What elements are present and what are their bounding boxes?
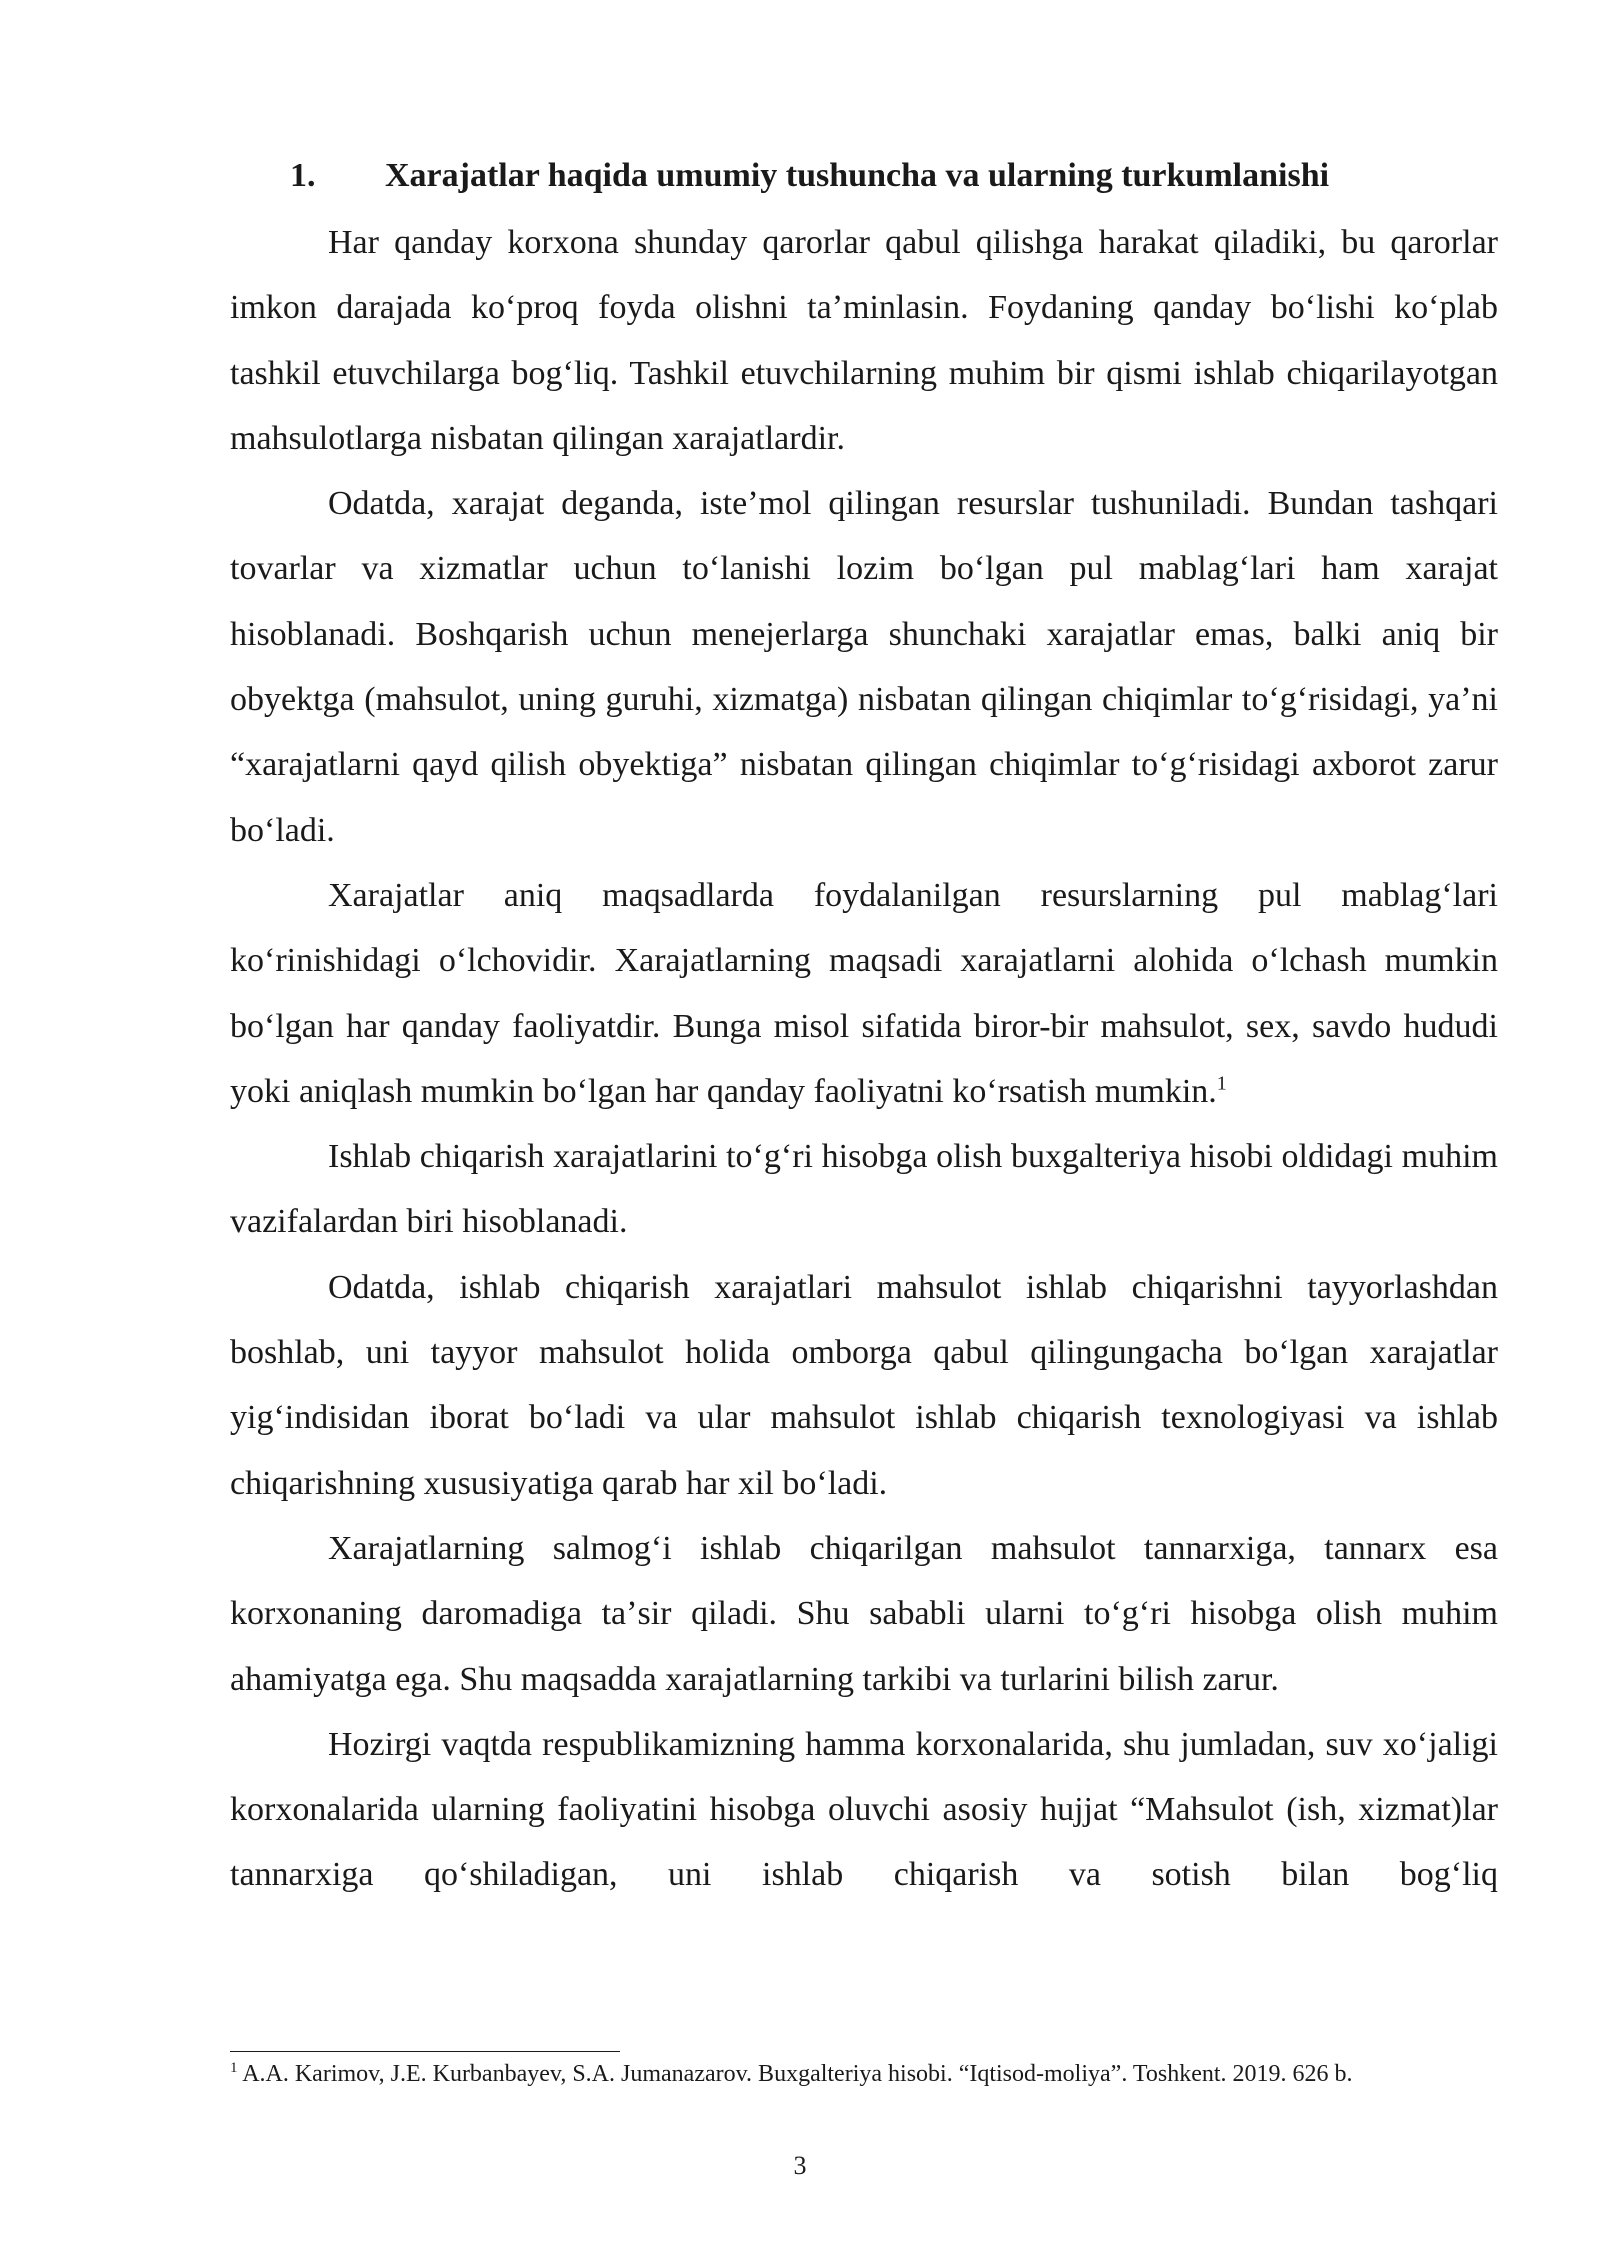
paragraph-1: Har qanday korxona shunday qarorlar qabul qilishga harakat qiladiki, bu qarorlar imkon darajada koʻproq foyda olishni taʼminlasin. Foydaning qanday boʻlishi koʻplab tashkil etuvchilarga bogʻliq. Tashkil etuvchilarning muhim bir qismi ishlab chiqarilayotgan mahsulotlarga nisbatan qilingan xarajatlardir.: [230, 224, 1498, 457]
paragraph-4: Ishlab chiqarish xarajatlarini toʻgʻri hisobga olish buxgalteriya hisobi oldidagi muhim vazifalardan biri hisoblanadi.: [230, 1138, 1498, 1241]
body-text: [230, 210, 1498, 1908]
paragraph-3-text: Xarajatlar aniq maqsadlarda foydalanilgan resurslarning pul mablagʻlari koʻrinishidagi oʻlchovidir. Xarajatlarning maqsadi xarajatlarni alohida oʻlchash mumkin boʻlgan har qanday faoliyatdir. Bunga misol sifatida biror-bir mahsulot, sex, savdo hududi yoki aniqlash mumkin boʻlgan har qanday faoliyatni koʻrsatish mumkin.: [230, 876, 1498, 1110]
page-number: 3: [793, 2151, 807, 2180]
footnote: [230, 2058, 1498, 2091]
footnote-text: A.A. Karimov, J.E. Kurbanbayev, S.A. Jumanazarov. Buxgalteriya hisobi. “Iqtisod-moliya”. Toshkent. 2019. 626 b.: [242, 2061, 1353, 2087]
section-heading: [290, 150, 1490, 202]
footnote-separator: [230, 2051, 620, 2052]
section-number: 1.: [290, 157, 316, 194]
paragraph-7: Hozirgi vaqtda respublikamizning hamma korxonalarida, shu jumladan, suv xoʻjaligi korxonalarida ularning faoliyatini hisobga oluvchi asosiy hujjat “Mahsulot (ish, xizmat)lar tannarxiga qoʻshiladigan, uni ishlab chiqarish va sotish bilan bogʻliq: [230, 1725, 1498, 1894]
paragraph-3: [230, 863, 1498, 1124]
paragraph-2: Odatda, xarajat deganda, isteʼmol qilingan resurslar tushuniladi. Bundan tashqari tovarlar va xizmatlar uchun toʻlanishi lozim boʻlgan pul mablagʻlari ham xarajat hisoblanadi. Boshqarish uchun menejerlarga shunchaki xarajatlar emas, balki aniq bir obyektga (mahsulot, uning guruhi, xizmatga) nisbatan qilingan chiqimlar toʻgʻrisidagi, yaʼni “xarajatlarni qayd qilish obyektiga” nisbatan qilingan chiqimlar toʻgʻrisidagi axborot zarur boʻladi.: [230, 485, 1498, 849]
paragraph-6: Xarajatlarning salmogʻi ishlab chiqarilgan mahsulot tannarxiga, tannarx esa korxonaning daromadiga taʼsir qiladi. Shu sababli ularni toʻgʻri hisobga olish muhim ahamiyatga ega. Shu maqsadda xarajatlarning tarkibi va turlarini bilish zarur.: [230, 1529, 1498, 1698]
paragraph-5: Odatda, ishlab chiqarish xarajatlari mahsulot ishlab chiqarishni tayyorlashdan boshlab, uni tayyor mahsulot holida omborga qabul qilingungacha boʻlgan xarajatlar yigʻindisidan iborat boʻladi va ular mahsulot ishlab chiqarish texnologiyasi va ishlab chiqarishning xususiyatiga qarab har xil boʻladi.: [230, 1268, 1498, 1502]
section-title: Xarajatlar haqida umumiy tushuncha va ularning turkumlanishi: [385, 157, 1330, 194]
footnote-reference[interactable]: 1: [1216, 1072, 1227, 1095]
footnote-marker: 1: [230, 2060, 238, 2076]
